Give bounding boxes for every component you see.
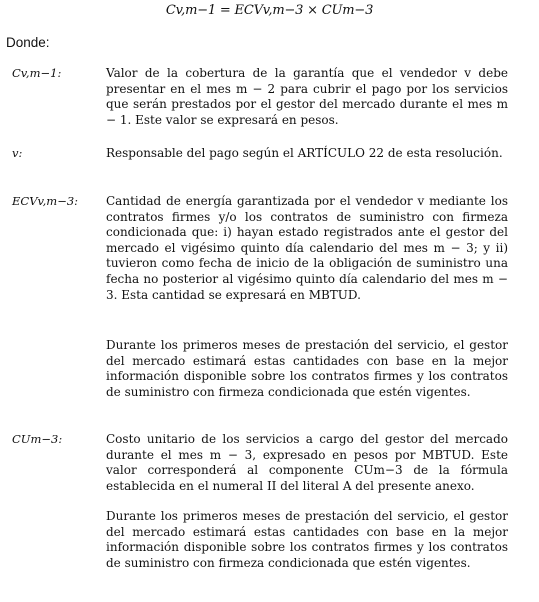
- definition-text-note: Durante los primeros meses de prestación del servicio, el gestor del mercado estimará estas cantidades con base en la mejor información disponible sobre los contratos firmes y los contratos de suministro con firmeza condicionada que estén vigentes.: [106, 509, 508, 570]
- definition-text: Costo unitario de los servicios a cargo del gestor del mercado durante el mes m − 3, expresado en pesos por MBTUD. Este valor corresponderá al componente CUm−3 de la fórmula establecida en el numeral II del literal A del presente anexo.: [106, 432, 508, 493]
- definition-term: CUm−3:: [12, 432, 63, 446]
- definition-term: Cv,m−1:: [12, 66, 62, 80]
- formula: Cv,m−1 = ECVv,m−3 × CUm−3: [165, 3, 374, 18]
- definition-term: ECVv,m−3:: [12, 194, 79, 208]
- definition-text: Responsable del pago según el ARTÍCULO 22 de esta resolución.: [106, 146, 503, 160]
- definition-text: Valor de la cobertura de la garantía que el vendedor v debe presentar en el mes m − 2 para cubrir el pago por los servicios que serán prestados por el gestor del mercado durante el mes m − 1. Este valor se expresará en pesos.: [106, 66, 508, 127]
- donde-label: Donde:: [6, 35, 50, 50]
- definition-text: Cantidad de energía garantizada por el vendedor v mediante los contratos firmes y/o los contratos de suministro con firmeza condicionada que: i) hayan estado registrados ante el gestor del mercado el vigésimo quinto día calendario del mes m − 3; y ii) tuvieron como fecha de inicio de la obligación de suministro una fecha no posterior al vigésimo quinto día calendario del mes m − 3. Esta cantidad se expresará en MBTUD.: [106, 194, 508, 302]
- definition-term: v:: [12, 146, 23, 160]
- definition-text-note: Durante los primeros meses de prestación del servicio, el gestor del mercado estimará estas cantidades con base en la mejor información disponible sobre los contratos firmes y los contratos de suministro con firmeza condicionada que estén vigentes.: [106, 338, 508, 399]
